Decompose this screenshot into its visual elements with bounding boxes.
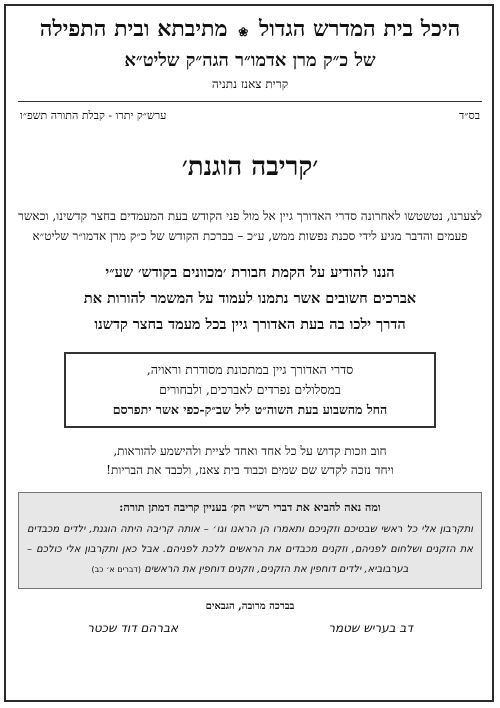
announcement-line-1: הננו להודיע על הקמת חבורת ׳מכוונים בקודש׳ שע״י <box>105 264 395 281</box>
flower-ornament-icon: ❀ <box>238 25 249 39</box>
header-divider <box>18 101 482 102</box>
title-part-2: מתיבתא ובית התפילה <box>39 16 228 42</box>
rashi-quote-box <box>18 492 482 589</box>
box-line-1: סדרי האדורך גיין במתכונת מסודרת וראויה, <box>146 362 354 377</box>
duty-paragraph <box>18 442 482 480</box>
quote-source: (דברים א׳ כב) <box>91 565 142 574</box>
meta-line <box>20 108 480 124</box>
title-part-1: היכל בית המדרש הגדול <box>258 16 461 42</box>
schedule-box <box>64 352 436 428</box>
closing-line: בברכה מרובה, הגבאים <box>205 601 295 612</box>
announcement-line-2: אברכים חשובים אשר נתמנו לעמוד על המשמר להורות את <box>83 290 417 307</box>
duty-line-1: חוב וזכות קדוש על כל אחד ואחד לציית ולהישמע להוראות, <box>113 444 387 458</box>
quote-text: ותקרבון אלי כל ראשי שבטיכם וזקניכם ותאמרו הן הראנו וגו׳ – אותה קריבה היתה הוגנת, ילדים מכבדים את הזקנים ושלחום לפניהם, וזקנים מכבדים את הראשים ללכת לפניהם. אבל כאן ותקרבון אלי כולכם – בערבוביא, ילדים דוחפין את הזקנים, וזקנים דוחפין את הראשים <box>27 524 473 575</box>
signature-left: אברהם דוד שכטר <box>87 621 179 635</box>
announcement-block <box>14 260 486 338</box>
institution-title <box>12 14 488 47</box>
signatures <box>12 621 488 635</box>
intro-paragraph: לצערנו, נטשטשו לאחרונה סדרי האדורך גיין אל מול פני הקודש בעת המעמדים בחצר קדשינו, וכאשר פעמים והדבר מגיע לידי סכנת נפשות ממש, ע״כ – בברכת הקודש של כ״ק מרן אדמו״ר שליט״א <box>18 209 482 243</box>
date-line: ערש״ק יתרו - קבלת התורה תשפ״ו <box>20 109 167 122</box>
location-line: קרית צאנז נתניה <box>211 77 289 91</box>
quote-heading: ומה נאה להביא את דברי רש״י הק׳ בעניין קריבה דמתן תורה: <box>119 501 381 514</box>
bsd-mark: בס״ד <box>458 109 480 122</box>
duty-line-2: ויחד נזכה לקדש שם שמים וכבוד בית צאנז, ולכבד את הבריות! <box>106 463 394 477</box>
rebbe-subtitle: של כ״ק מרן אדמו״ר הגה״ק שליט״א <box>124 50 376 71</box>
announcement-line-3: הדרך ילכו בה בעת האדורך גיין בכל מעמד בחצר קדשנו <box>94 316 406 333</box>
signature-right: דב בעריש שטמר <box>328 621 413 635</box>
box-line-3: החל מהשבוע בעת השוה״ט ליל שב״ק-כפי אשר יתפרסם <box>112 402 388 417</box>
notice-content <box>12 12 488 696</box>
quote-text-block <box>27 520 473 580</box>
box-line-2: במסלולים נפרדים לאברכים, ולבחורים <box>159 382 341 397</box>
headline: ׳קריבה הוגנת׳ <box>181 152 319 182</box>
